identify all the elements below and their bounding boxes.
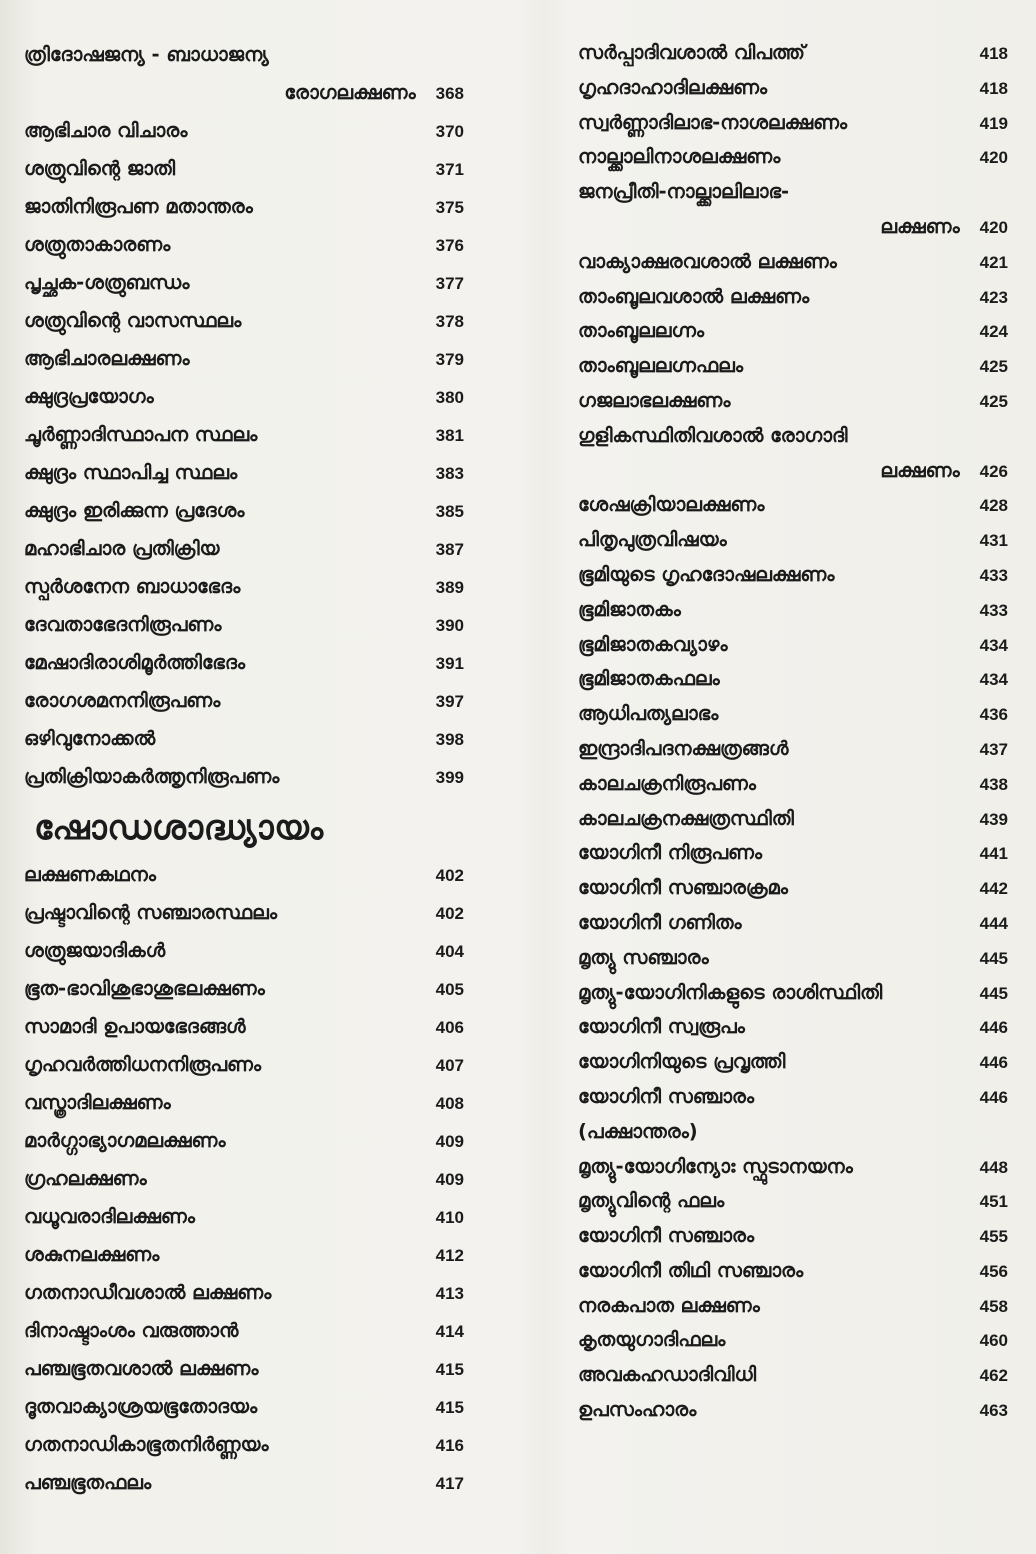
toc-entry-page-number: 371 — [435, 160, 464, 179]
toc-entry-title: ഗജലാഭലക്ഷണം — [578, 388, 731, 412]
toc-entry — [24, 454, 464, 492]
toc-entry-page-number: 441 — [979, 844, 1008, 864]
toc-entry-title: സ്പർശനേന ബാധാഭേദം — [24, 575, 241, 598]
toc-entry-page-number: 426 — [979, 461, 1008, 481]
toc-entry-page-number: 448 — [979, 1157, 1008, 1177]
toc-entry-title: സ്വർണ്ണാദിലാഭ-നാശലക്ഷണം — [578, 110, 848, 134]
toc-entry — [578, 558, 1008, 593]
toc-entry-title: വസ്ത്രാദിലക്ഷണം — [24, 1091, 171, 1114]
toc-entry-title: ഗൃഹദാഹാദിലക്ഷണം — [578, 75, 768, 99]
toc-entry — [578, 1323, 1008, 1358]
toc-entry — [578, 628, 1008, 663]
toc-entry-title: ലക്ഷണകഥനം — [24, 863, 156, 886]
toc-entry — [578, 349, 1008, 384]
toc-entry-title: ശത്രുജയാദികൾ — [24, 939, 166, 962]
toc-entry-page-number: 407 — [435, 1056, 464, 1075]
toc-entry-title: യോഗിനീ സഞ്ചാരക്രമം — [578, 876, 788, 900]
toc-entry-title: പഞ്ചഭൂതവശാൽ ലക്ഷണം — [24, 1357, 259, 1380]
toc-entry-title: ഭൂത-ഭാവിശുഭാശുഭലക്ഷണം — [24, 977, 265, 1000]
toc-entry-page-number: 462 — [979, 1366, 1008, 1386]
toc-entry-title: പിതൃപുത്രവിഷയം — [578, 528, 727, 552]
toc-entry-page-number: 404 — [435, 942, 464, 961]
toc-entry — [578, 1184, 1008, 1219]
toc-entry — [24, 1274, 464, 1312]
toc-entry-page-number: 380 — [435, 388, 464, 407]
toc-entry — [24, 1122, 464, 1160]
toc-entry-title: രോഗലക്ഷണം — [284, 81, 416, 104]
toc-entry-page-number: 446 — [979, 1087, 1008, 1107]
toc-entry — [578, 767, 1008, 802]
toc-entry-page-number: 460 — [979, 1331, 1008, 1351]
toc-entry — [24, 932, 464, 970]
toc-entry-page-number: 398 — [435, 730, 464, 749]
toc-entry-title: മൃത്യുവിന്റെ ഫലം — [578, 1189, 725, 1213]
toc-entry-title: ക്ഷുദ്രം സ്ഥാപിച്ച സ്ഥലം — [24, 461, 238, 484]
toc-entry-page-number: 417 — [435, 1474, 464, 1493]
toc-entry-title: ജനപ്രീതി-നാല്ക്കാലിലാഭ- — [578, 180, 790, 204]
toc-entry — [24, 188, 464, 226]
toc-entry — [24, 226, 464, 264]
toc-entry — [578, 488, 1008, 523]
toc-entry-title: യോഗിനീ സഞ്ചാരം — [578, 1224, 755, 1248]
toc-entry-title: സർപ്പാദിവശാൽ വിപത്ത് — [578, 41, 805, 64]
toc-entry-title: ഭൂമിജാതകവ്യാഴം — [578, 632, 728, 656]
toc-entry-title: വധൂവരാദിലക്ഷണം — [24, 1205, 195, 1228]
toc-entry-page-number: 446 — [979, 1018, 1008, 1038]
toc-entry-title: യോഗിനീ നിരൂപണം — [578, 841, 763, 865]
toc-entry-title: യോഗിനീ തിഥി സഞ്ചാരം — [578, 1258, 804, 1282]
toc-entry-title: ശത്രുവിന്റെ വാസസ്ഥലം — [24, 309, 242, 332]
toc-entry — [24, 1388, 464, 1426]
toc-entry-page-number: 438 — [979, 774, 1008, 794]
toc-entry-page-number: 433 — [979, 600, 1008, 620]
toc-entry — [24, 720, 464, 758]
toc-entry-page-number: 413 — [435, 1284, 464, 1303]
toc-entry-page-number: 434 — [979, 670, 1008, 690]
toc-entry-title: നരകപാത ലക്ഷണം — [578, 1293, 760, 1317]
toc-entry — [578, 941, 1008, 976]
toc-entry — [578, 906, 1008, 941]
toc-entry-title: ഗ്രഹലക്ഷണം — [24, 1167, 147, 1190]
toc-entry-page-number: 408 — [435, 1094, 464, 1113]
toc-entry — [24, 682, 464, 720]
toc-entry-title: സാമാദി ഉപായഭേദങ്ങൾ — [24, 1015, 246, 1038]
toc-entry-page-number: 415 — [435, 1360, 464, 1379]
toc-entry-page-number: 425 — [979, 357, 1008, 377]
toc-entry-title: ലക്ഷണം — [880, 214, 960, 238]
toc-entry — [578, 871, 1008, 906]
toc-entry-title: താംബൂലലഗ്നം — [578, 319, 705, 343]
toc-entry-title: പൃച്ഛക-ശത്രുബന്ധം — [24, 271, 190, 294]
toc-entry-page-number: 437 — [979, 739, 1008, 759]
toc-entry-page-number: 436 — [979, 705, 1008, 725]
toc-entry-page-number: 387 — [435, 540, 464, 559]
toc-entry-title: ശത്രുതാകാരണം — [24, 233, 171, 256]
toc-entry-title: വാക്യാക്ഷരവശാൽ ലക്ഷണം — [578, 249, 837, 273]
toc-entry-title: (പക്ഷാന്തരം) — [578, 1119, 698, 1143]
toc-entry-title: ഒഴിവുനോക്കൽ — [24, 727, 156, 750]
toc-entry-title: ഇന്ദ്രാദിപദനക്ഷത്രങ്ങൾ — [578, 736, 789, 760]
toc-entry — [24, 264, 464, 302]
toc-entry — [24, 758, 464, 796]
toc-entry — [578, 1150, 1008, 1185]
toc-entry — [578, 36, 1008, 71]
toc-entry-title: കൃതയുഗാദിഫലം — [578, 1328, 726, 1352]
toc-entry — [578, 836, 1008, 871]
toc-entry — [24, 1198, 464, 1236]
toc-entry — [24, 112, 464, 150]
toc-entry — [24, 150, 464, 188]
toc-entry-title: താംബൂലലഗ്നഫലം — [578, 354, 743, 378]
toc-entry-title: ആഭിചാര വിചാരം — [24, 119, 188, 142]
toc-entry-page-number: 381 — [435, 426, 464, 445]
toc-entry — [24, 530, 464, 568]
toc-entry — [578, 71, 1008, 106]
toc-entry-title: കാലചക്രനക്ഷത്രസ്ഥിതി — [578, 806, 794, 830]
toc-entry — [24, 36, 464, 74]
toc-entry-page-number: 424 — [979, 322, 1008, 342]
toc-entry — [24, 1160, 464, 1198]
toc-entry-title: അവകഹഡാദിവിധി — [578, 1363, 757, 1387]
toc-entry-page-number: 439 — [979, 809, 1008, 829]
toc-entry-title: ചൂർണ്ണാദിസ്ഥാപന സ്ഥലം — [24, 423, 258, 446]
toc-entry-title: ഗുളികസ്ഥിതിവശാൽ രോഗാദി — [578, 423, 848, 447]
toc-entry-title: ആഭിചാരലക്ഷണം — [24, 347, 190, 370]
toc-entry-title: യോഗിനിയുടെ പ്രവൃത്തി — [578, 1050, 786, 1074]
toc-entry — [24, 1312, 464, 1350]
toc-entry-page-number: 375 — [435, 198, 464, 217]
toc-entry-title: മൃത്യു-യോഗിന്യോഃ സ്ഫുടാനയനം — [578, 1154, 853, 1178]
left-column — [24, 36, 464, 1502]
toc-entry-page-number: 397 — [435, 692, 464, 711]
toc-entry-page-number: 415 — [435, 1398, 464, 1417]
toc-list-bottom — [24, 856, 464, 1502]
toc-entry-page-number: 385 — [435, 502, 464, 521]
toc-entry — [578, 523, 1008, 558]
toc-entry — [24, 302, 464, 340]
toc-entry — [24, 1008, 464, 1046]
toc-entry-page-number: 418 — [979, 78, 1008, 98]
toc-entry-page-number: 377 — [435, 274, 464, 293]
toc-entry — [24, 856, 464, 894]
toc-entry-page-number: 446 — [979, 1053, 1008, 1073]
toc-entry-title: യോഗിനീ സ്വരൂപം — [578, 1015, 745, 1039]
toc-entry — [578, 1045, 1008, 1080]
toc-entry-title: ഉപസംഹാരം — [578, 1398, 697, 1422]
toc-entry-page-number: 442 — [979, 879, 1008, 899]
toc-entry-page-number: 402 — [435, 866, 464, 885]
toc-entry — [24, 1350, 464, 1388]
toc-entry-title: ഗതനാഡീവശാൽ ലക്ഷണം — [24, 1281, 272, 1304]
toc-entry-title: ശത്രുവിന്റെ ജാതി — [24, 157, 176, 180]
toc-entry-title: രോഗശമനനിരൂപണം — [24, 689, 221, 712]
toc-entry-title: പ്രഷ്ടാവിന്റെ സഞ്ചാരസ്ഥലം — [24, 901, 277, 924]
toc-entry-page-number: 414 — [435, 1322, 464, 1341]
toc-entry-page-number: 451 — [979, 1192, 1008, 1212]
toc-entry-page-number: 425 — [979, 391, 1008, 411]
toc-entry — [578, 1080, 1008, 1115]
toc-entry-page-number: 445 — [979, 948, 1008, 968]
toc-entry-title: പ്രതിക്രിയാകർത്തൃനിരൂപണം — [24, 765, 280, 788]
toc-entry — [24, 1464, 464, 1502]
toc-entry — [24, 894, 464, 932]
toc-entry — [24, 606, 464, 644]
toc-entry — [578, 697, 1008, 732]
toc-entry — [24, 1084, 464, 1122]
toc-entry — [24, 1236, 464, 1274]
toc-entry-page-number: 428 — [979, 496, 1008, 516]
toc-entry-title: ക്ഷുദ്രം ഇരിക്കുന്ന പ്രദേശം — [24, 499, 245, 522]
toc-entry — [24, 74, 464, 112]
toc-entry-page-number: 434 — [979, 635, 1008, 655]
toc-entry-title: ശകുനലക്ഷണം — [24, 1243, 160, 1266]
toc-entry-page-number: 409 — [435, 1170, 464, 1189]
toc-entry — [578, 1254, 1008, 1289]
toc-entry — [578, 593, 1008, 628]
toc-entry — [578, 106, 1008, 141]
toc-entry — [578, 802, 1008, 837]
toc-entry — [578, 1289, 1008, 1324]
toc-entry-title: കാലചക്രനിരൂപണം — [578, 771, 756, 795]
toc-entry-title: പഞ്ചഭൂതഫലം — [24, 1471, 152, 1494]
toc-entry-title: ഭൂമിയുടെ ഗൃഹദോഷലക്ഷണം — [578, 562, 835, 586]
toc-entry — [578, 1219, 1008, 1254]
toc-entry — [578, 1358, 1008, 1393]
toc-entry-page-number: 423 — [979, 287, 1008, 307]
toc-entry-page-number: 376 — [435, 236, 464, 255]
toc-entry-page-number: 458 — [979, 1296, 1008, 1316]
toc-entry-title: മൃത്യു സഞ്ചാരം — [578, 945, 709, 969]
toc-entry-title: ദൂതവാക്യാശ്രയഭൂതോദയം — [24, 1395, 258, 1418]
toc-entry-page-number: 455 — [979, 1227, 1008, 1247]
chapter-heading: ഷോഡശാദ്ധ്യായം — [34, 808, 324, 848]
toc-entry-page-number: 370 — [435, 122, 464, 141]
toc-entry-page-number: 410 — [435, 1208, 464, 1227]
toc-entry-title: യോഗിനീ ഗണിതം — [578, 910, 742, 934]
toc-entry-title: ശേഷക്രിയാലക്ഷണം — [578, 493, 765, 517]
toc-entry — [578, 662, 1008, 697]
toc-entry-page-number: 368 — [435, 84, 464, 103]
toc-entry-title: ഗൃഹവർത്തിധനനിരൂപണം — [24, 1053, 262, 1076]
toc-entry-page-number: 433 — [979, 565, 1008, 585]
toc-entry-page-number: 444 — [979, 913, 1008, 933]
toc-entry-title: ജാതിനിരൂപണ മതാന്തരം — [24, 195, 253, 218]
toc-entry — [578, 1010, 1008, 1045]
toc-entry-page-number: 389 — [435, 578, 464, 597]
toc-entry-page-number: 456 — [979, 1261, 1008, 1281]
toc-entry — [578, 314, 1008, 349]
toc-entry-page-number: 416 — [435, 1436, 464, 1455]
toc-list-top — [24, 36, 464, 796]
right-column — [578, 36, 1008, 1428]
toc-entry-title: മേഷാദിരാശിമൂർത്തിഭേദം — [24, 651, 246, 674]
toc-entry — [578, 419, 1008, 454]
toc-entry-title: ഭൂമിജാതകഫലം — [578, 667, 720, 691]
toc-entry — [578, 454, 1008, 489]
toc-entry-page-number: 420 — [979, 148, 1008, 168]
toc-entry-page-number: 419 — [979, 113, 1008, 133]
toc-entry-title: ലക്ഷണം — [880, 458, 960, 482]
toc-entry-title: താംബൂലവശാൽ ലക്ഷണം — [578, 284, 810, 308]
toc-entry-page-number: 420 — [979, 217, 1008, 237]
toc-entry-title: ക്ഷുദ്രപ്രയോഗം — [24, 385, 154, 408]
toc-entry-page-number: 431 — [979, 531, 1008, 551]
toc-entry-title: ദിനാഷ്ടാംശം വരുത്താൻ — [24, 1319, 239, 1342]
toc-entry — [24, 568, 464, 606]
toc-entry-title: ഭൂമിജാതകം — [578, 597, 681, 621]
toc-entry-page-number: 378 — [435, 312, 464, 331]
toc-entry-page-number: 399 — [435, 768, 464, 787]
toc-entry-page-number: 421 — [979, 252, 1008, 272]
toc-list-right — [578, 36, 1008, 1428]
toc-entry-title: മാർഗ്ഗാഭ്യാഗമലക്ഷണം — [24, 1129, 226, 1152]
toc-entry — [24, 492, 464, 530]
toc-entry-page-number: 405 — [435, 980, 464, 999]
toc-entry-title: മൃത്യു-യോഗിനികളുടെ രാശിസ്ഥിതി — [578, 980, 883, 1004]
toc-entry-title: യോഗിനീ സഞ്ചാരം — [578, 1084, 755, 1108]
toc-entry — [24, 340, 464, 378]
toc-entry — [24, 970, 464, 1008]
toc-entry-page-number: 445 — [979, 983, 1008, 1003]
toc-entry-title: മഹാഭിചാര പ്രതിക്രിയ — [24, 537, 220, 560]
toc-entry — [578, 1393, 1008, 1428]
toc-entry-title: ആധിപത്യലാഭം — [578, 702, 719, 726]
toc-entry — [578, 210, 1008, 245]
toc-entry-page-number: 383 — [435, 464, 464, 483]
toc-entry — [24, 378, 464, 416]
toc-entry-page-number: 409 — [435, 1132, 464, 1151]
toc-entry — [578, 175, 1008, 210]
toc-entry — [578, 976, 1008, 1011]
toc-entry-page-number: 379 — [435, 350, 464, 369]
toc-entry-page-number: 463 — [979, 1401, 1008, 1421]
toc-entry-page-number: 418 — [979, 44, 1008, 63]
toc-entry — [578, 1115, 1008, 1150]
toc-entry — [578, 384, 1008, 419]
toc-entry-page-number: 391 — [435, 654, 464, 673]
toc-entry-page-number: 412 — [435, 1246, 464, 1265]
toc-entry — [578, 732, 1008, 767]
toc-entry — [24, 1426, 464, 1464]
toc-entry-page-number: 406 — [435, 1018, 464, 1037]
toc-entry-title: ഗതനാഡികാഭൂതനിർണ്ണയം — [24, 1433, 269, 1456]
toc-entry — [24, 416, 464, 454]
toc-entry-title: ത്രിദോഷജന്യ - ബാധാജന്യ — [24, 43, 269, 66]
toc-entry-page-number: 402 — [435, 904, 464, 923]
toc-entry-title: ദേവതാഭേദനിരൂപണം — [24, 613, 222, 636]
toc-entry — [578, 140, 1008, 175]
toc-entry-page-number: 390 — [435, 616, 464, 635]
toc-entry-title: നാല്ക്കാലിനാശലക്ഷണം — [578, 145, 781, 169]
toc-entry — [578, 280, 1008, 315]
toc-entry — [24, 644, 464, 682]
toc-entry — [24, 1046, 464, 1084]
toc-entry — [578, 245, 1008, 280]
